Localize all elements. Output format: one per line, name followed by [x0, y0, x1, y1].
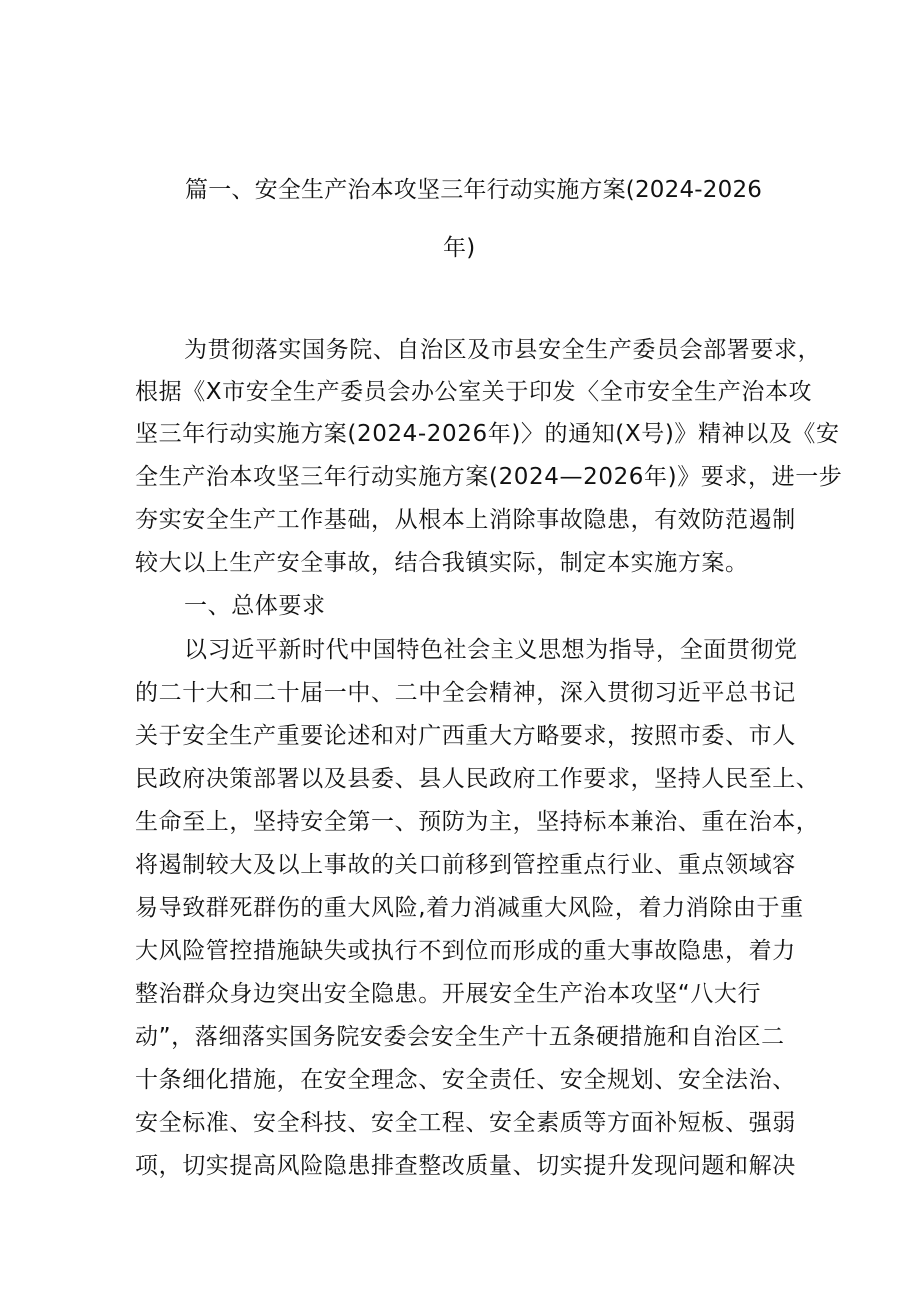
paragraph-line: 将遏制较大及以上事故的关口前移到管控重点行业、重点领域容: [135, 852, 796, 878]
paragraph-line: 夯实安全生产工作基础，从根本上消除事故隐患，有效防范遏制: [135, 507, 796, 533]
paragraph-line: 根据《X市安全生产委员会办公室关于印发〈全市安全生产治本攻: [135, 379, 813, 405]
document-title-line-1: 篇一、安全生产治本攻坚三年行动实施方案(2024-2026: [185, 177, 763, 203]
paragraph-line: 为贯彻落实国务院、自治区及市县安全生产委员会部署要求，: [184, 337, 822, 363]
paragraph-line: 关于安全生产重要论述和对广西重大方略要求，按照市委、市人: [135, 723, 796, 749]
paragraph-line: 以习近平新时代中国特色社会主义思想为指导，全面贯彻党: [184, 637, 798, 663]
paragraph-line: 安全标准、安全科技、安全工程、安全素质等方面补短板、强弱: [135, 1110, 796, 1136]
paragraph-line: 项，切实提高风险隐患排查整改质量、切实提升发现问题和解决: [135, 1153, 796, 1179]
paragraph-line: 十条细化措施，在安全理念、安全责任、安全规划、安全法治、: [135, 1067, 796, 1093]
paragraph-line: 生命至上，坚持安全第一、预防为主，坚持标本兼治、重在治本，: [135, 809, 820, 835]
paragraph-line: 较大以上生产安全事故，结合我镇实际，制定本实施方案。: [135, 550, 749, 576]
section-heading: 一、总体要求: [184, 593, 326, 619]
document-title-line-2: 年): [443, 235, 476, 261]
paragraph-line: 民政府决策部署以及县委、县人民政府工作要求，坚持人民至上、: [135, 766, 820, 792]
paragraph-line: 的二十大和二十届一中、二中全会精神，深入贯彻习近平总书记: [135, 680, 796, 706]
paragraph-line: 动”，落细落实国务院安委会安全生产十五条硬措施和自治区二: [135, 1024, 785, 1050]
paragraph-line: 大风险管控措施缺失或执行不到位而形成的重大事故隐患，着力: [135, 938, 796, 964]
paragraph-line: 全生产治本攻坚三年行动实施方案(2024—2026年)》要求，进一步: [135, 464, 843, 490]
paragraph-line: 易导致群死群伤的重大风险,着力消减重大风险，着力消除由于重: [135, 895, 804, 921]
paragraph-line: 坚三年行动实施方案(2024-2026年)〉的通知(X号)》精神以及《安: [135, 421, 840, 447]
paragraph-line: 整治群众身边突出安全隐患。开展安全生产治本攻坚“八大行: [135, 981, 762, 1007]
